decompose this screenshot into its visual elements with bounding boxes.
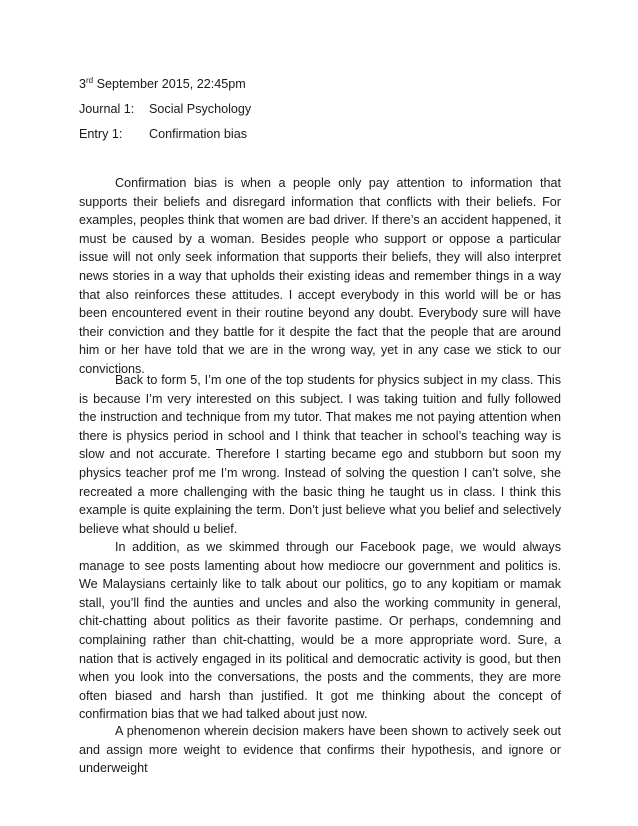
journal-value: Social Psychology xyxy=(149,102,252,116)
date-day: 3 xyxy=(79,77,87,91)
date-rest: September 2015, 22:45pm xyxy=(93,77,246,91)
paragraph-phenomenon: A phenomenon wherein decision makers have been shown to actively seek out and assign more weight to evidence that confirms their hypothesis, and ignore or underweight xyxy=(79,724,561,776)
entry-date xyxy=(79,76,246,92)
paragraph-physics-example: Back to form 5, I’m one of the top students for physics subject in my class. This is because I’m very interested on this subject. I was taking tuition and fully followed the instruction and technique from my tutor. That makes me not paying attention when there is physics period in school and I think that teacher in school’s teaching way is slow and not accurate. Therefore I starting became ego and stubborn but soon my physics teacher prof me I’m wrong. Instead of solving the question I can’t solve, she recreated a more challenging with the basic thing he taught us in class. I think this example is quite explaining the term. Don’t just believe what you belief and selectively believe what should u belief. xyxy=(79,373,561,536)
entry-label: Entry 1: xyxy=(79,127,123,141)
paragraph-facebook-politics: In addition, as we skimmed through our Facebook page, we would always manage to see posts lamenting about how mediocre our government and politics is. We Malaysians certainly like to talk about our politics, go to any kopitiam or mamak stall, you’ll find the aunties and uncles and also the working community in general, chit-chatting about politics as their favorite pastime. Or perhaps, condemning and complaining rather than chit-chatting, would be a more appropriate word. Sure, a nation that is actively engaged in its political and democratic activity is good, but then when you look into the conversations, the posts and the comments, they are more often biased and harsh than justified. It got me thinking about the concept of confirmation bias that we had talked about just now. xyxy=(79,540,561,722)
journal-line xyxy=(79,101,251,117)
paragraph-confirmation-bias-definition: Confirmation bias is when a people only pay attention to information that supports their beliefs and disregard information that conflicts with their beliefs. For examples, peoples think that women are bad driver. If there’s an accident happened, it must be caused by a woman. Besides people who support or oppose a particular issue will not only seek information that supports their beliefs, they will also interpret news stories in a way that upholds their existing ideas and remember things in a way that also reinforces these attitudes. I accept everybody in this world will be or has been encountered event in their routine beyond any doubt. Everybody sure will have their conviction and they battle for it despite the fact that the people that are around him or her have told that we are in the wrong way, yet in any case we stick to our convictions. xyxy=(79,176,561,376)
entry-line xyxy=(79,126,247,142)
journal-label: Journal 1: xyxy=(79,102,135,116)
entry-value: Confirmation bias xyxy=(149,127,247,141)
date-suffix: rd xyxy=(86,76,94,85)
